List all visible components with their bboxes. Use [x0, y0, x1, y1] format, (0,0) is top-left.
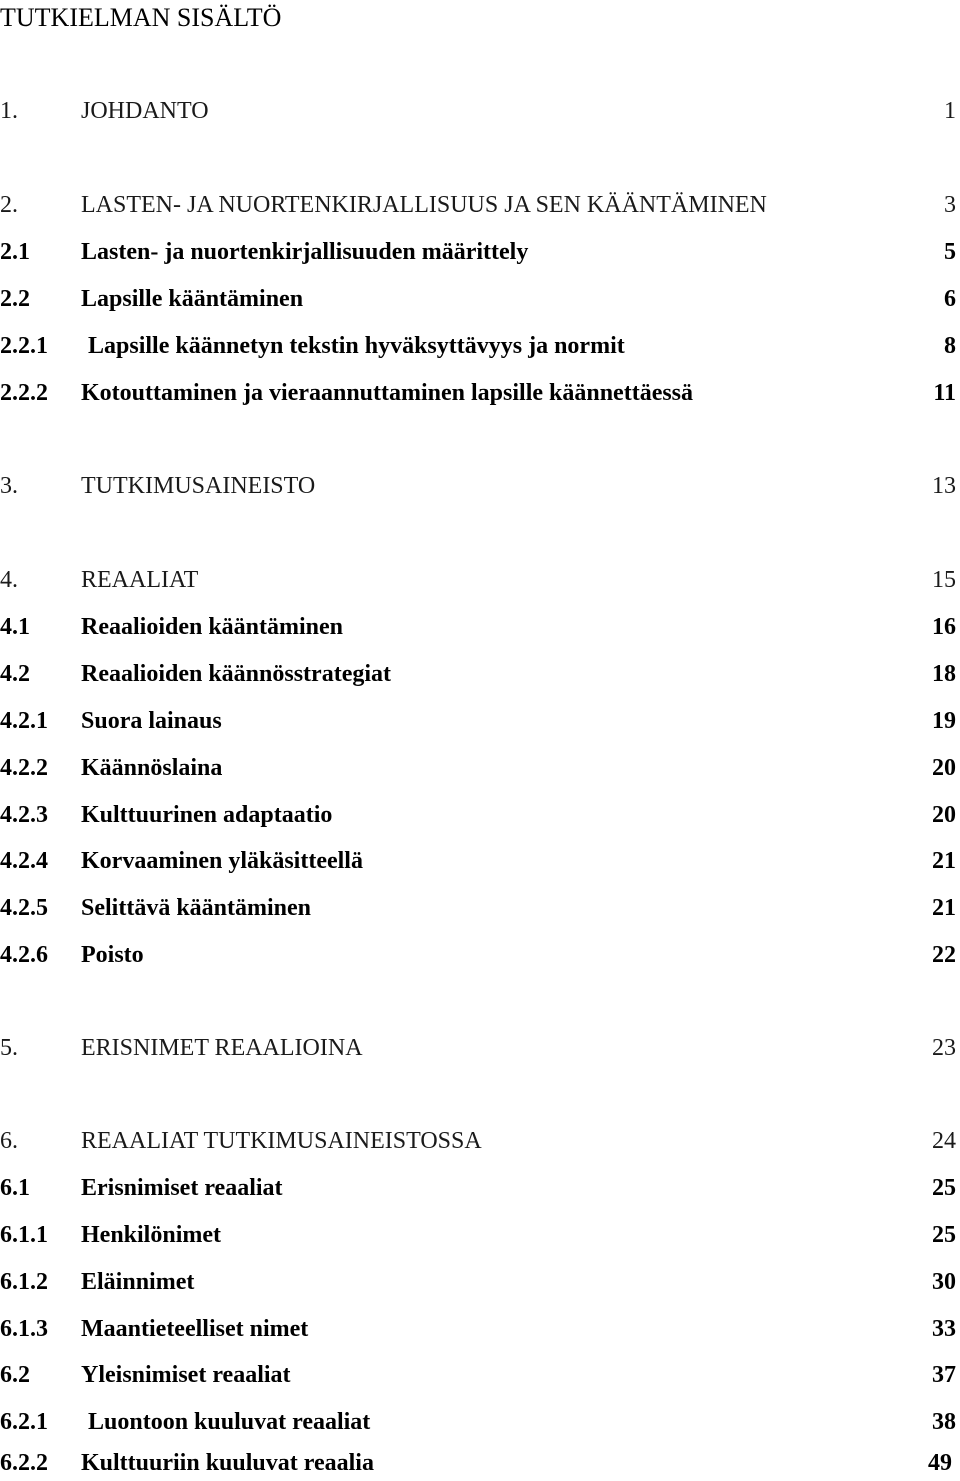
toc-entry-6: [0, 1123, 960, 1159]
toc-entry-2-1: [0, 234, 960, 270]
toc-entry-title: LASTEN- JA NUORTENKIRJALLISUUS JA SEN KÄÄNTÄMINEN: [81, 192, 767, 218]
toc-entry-6-1-3: [0, 1311, 960, 1347]
toc-entry-page: 30: [932, 1269, 956, 1295]
toc-entry-page: 21: [932, 848, 956, 874]
toc-entry-number: 4.2.1: [0, 708, 48, 734]
toc-entry-page: 13: [932, 473, 956, 499]
toc-entry-page: 8: [944, 333, 956, 359]
toc-entry-number: 6.2: [0, 1362, 30, 1388]
toc-entry-number: 4.2.2: [0, 755, 48, 781]
toc-entry-page: 33: [932, 1316, 956, 1342]
toc-entry-title: Erisnimiset reaaliat: [81, 1175, 283, 1201]
toc-entry-title: TUTKIMUSAINEISTO: [81, 473, 316, 499]
toc-entry-4-2-4: [0, 843, 960, 879]
toc-entry-number: 6.: [0, 1128, 18, 1154]
toc-entry-1: [0, 93, 960, 129]
toc-entry-4: [0, 562, 960, 598]
toc-entry-number: 2.1: [0, 239, 30, 265]
toc-entry-6-2-1: [0, 1404, 960, 1440]
toc-entry-page: 38: [932, 1409, 956, 1435]
toc-entry-number: 2.2.1: [0, 333, 48, 359]
toc-entry-5: [0, 1030, 960, 1066]
toc-entry-2-2-1: [0, 328, 960, 364]
toc-entry-page: 20: [932, 802, 956, 828]
toc-entry-title: Suora lainaus: [81, 708, 222, 734]
toc-title: TUTKIELMAN SISÄLTÖ: [0, 3, 282, 32]
toc-entry-number: 6.1: [0, 1175, 30, 1201]
toc-entry-number: 6.2.1: [0, 1409, 48, 1435]
toc-entry-page: 18: [932, 661, 956, 687]
toc-entry-2-2-2: [0, 375, 960, 411]
toc-entry-4-2-5: [0, 890, 960, 926]
toc-entry-6-2: [0, 1357, 960, 1393]
toc-entry-title: Lapsille kääntäminen: [81, 286, 304, 312]
toc-entry-page: 16: [932, 614, 956, 640]
toc-entry-page: 24: [932, 1128, 956, 1154]
toc-entry-page: 49: [928, 1450, 952, 1476]
toc-entry-page: 22: [932, 942, 956, 968]
toc-entry-title: Henkilönimet: [81, 1222, 222, 1248]
toc-entry-page: 15: [932, 567, 956, 593]
toc-entry-page: 1: [944, 98, 956, 124]
toc-entry-page: 23: [932, 1035, 956, 1061]
toc-entry-6-1-2: [0, 1264, 960, 1300]
toc-entry-title: Kulttuurinen adaptaatio: [81, 802, 333, 828]
toc-entry-number: 2.: [0, 192, 18, 218]
toc-entry-3: [0, 468, 960, 504]
toc-entry-page: 20: [932, 755, 956, 781]
toc-entry-title: Reaalioiden käännösstrategiat: [81, 661, 392, 687]
toc-entry-4-2-1: [0, 703, 960, 739]
toc-entry-page: 21: [932, 895, 956, 921]
toc-entry-number: 6.2.2: [0, 1450, 48, 1476]
toc-entry-page: 37: [932, 1362, 956, 1388]
toc-entry-title: Kulttuuriin kuuluvat reaalia: [81, 1450, 374, 1476]
toc-entry-4-2-2: [0, 750, 960, 786]
toc-entry-title: Eläinnimet: [81, 1269, 195, 1295]
toc-entry-title: ERISNIMET REAALIOINA: [81, 1035, 363, 1061]
toc-entry-title: JOHDANTO: [81, 98, 209, 124]
toc-entry-number: 5.: [0, 1035, 18, 1061]
toc-entry-title: REAALIAT TUTKIMUSAINEISTOSSA: [81, 1128, 482, 1154]
toc-entry-number: 4.2: [0, 661, 30, 687]
toc-entry-title: Korvaaminen yläkäsitteellä: [81, 848, 363, 874]
toc-entry-title: REAALIAT: [81, 567, 199, 593]
toc-entry-number: 2.2.2: [0, 380, 48, 406]
toc-entry-number: 3.: [0, 473, 18, 499]
toc-entry-title: Lapsille käännetyn tekstin hyväksyttävyys ja normit: [88, 333, 625, 359]
toc-entry-page: 19: [932, 708, 956, 734]
toc-entry-number: 6.1.1: [0, 1222, 48, 1248]
toc-entry-page: 3: [944, 192, 956, 218]
toc-entry-4-1: [0, 609, 960, 645]
toc-entry-number: 4.: [0, 567, 18, 593]
toc-entry-title: Selittävä kääntäminen: [81, 895, 312, 921]
toc-entry-4-2-6: [0, 937, 960, 973]
toc-entry-title: Yleisnimiset reaaliat: [81, 1362, 291, 1388]
toc-entry-6-1-1: [0, 1217, 960, 1253]
toc-entry-number: 4.2.3: [0, 802, 48, 828]
toc-entry-number: 4.1: [0, 614, 30, 640]
toc-entry-title: Lasten- ja nuortenkirjallisuuden määrittely: [81, 239, 529, 265]
toc-entry-number: 4.2.4: [0, 848, 48, 874]
toc-entry-page: 5: [944, 239, 956, 265]
toc-entry-2: [0, 187, 960, 223]
toc-entry-title: Reaalioiden kääntäminen: [81, 614, 344, 640]
toc-entry-page: 25: [932, 1175, 956, 1201]
toc-entry-title: Maantieteelliset nimet: [81, 1316, 309, 1342]
toc-entry-number: 6.1.2: [0, 1269, 48, 1295]
toc-entry-title: Kotouttaminen ja vieraannuttaminen lapsille käännettäessä: [81, 380, 694, 406]
toc-entry-6-1: [0, 1170, 960, 1206]
toc-entry-number: 2.2: [0, 286, 30, 312]
toc-entry-4-2: [0, 656, 960, 692]
toc-entry-number: 4.2.6: [0, 942, 48, 968]
toc-entry-number: 6.1.3: [0, 1316, 48, 1342]
toc-entry-title: Käännöslaina: [81, 755, 223, 781]
toc-entry-4-2-3: [0, 797, 960, 833]
toc-entry-page: 11: [933, 380, 956, 406]
toc-entry-page: 25: [932, 1222, 956, 1248]
toc-entry-title: Poisto: [81, 942, 144, 968]
toc-entry-6-2-2: [0, 1445, 960, 1481]
toc-entry-number: 1.: [0, 98, 18, 124]
toc-entry-number: 4.2.5: [0, 895, 48, 921]
toc-entry-2-2: [0, 281, 960, 317]
toc-entry-page: 6: [944, 286, 956, 312]
toc-entry-title: Luontoon kuuluvat reaaliat: [88, 1409, 371, 1435]
